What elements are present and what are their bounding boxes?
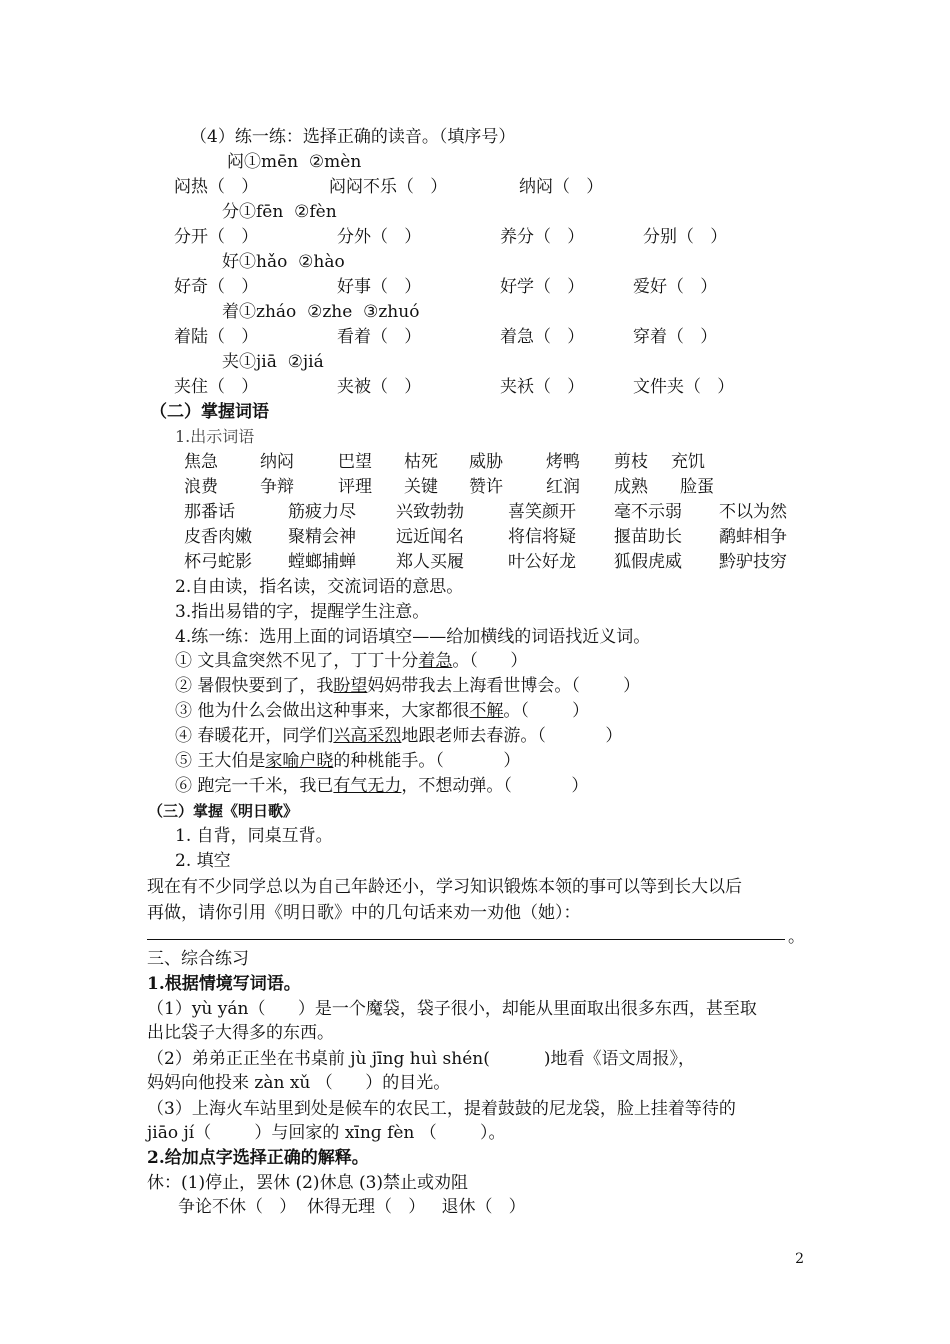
idiom: 黔驴技穷 bbox=[719, 552, 787, 572]
q4-row5-label: 夹①jiā ②jiá bbox=[222, 352, 324, 372]
word: 浪费 bbox=[184, 477, 218, 497]
answer-end-mark: 。 bbox=[788, 927, 805, 947]
section2-step4: 4.练一练：选用上面的词语填空——给加横线的词语找近义词。 bbox=[175, 627, 651, 647]
question2-definitions: 休：(1)停止，罢休 (2)休息 (3)禁止或劝阻 bbox=[147, 1173, 469, 1193]
q4-row1-label: 闷①mēn ②mèn bbox=[227, 152, 362, 172]
idiom: 兴致勃勃 bbox=[396, 502, 464, 522]
q4-row3-item: 好学（ ） bbox=[500, 277, 585, 297]
comprehensive-title: 三、综合练习 bbox=[147, 949, 249, 969]
word: 充饥 bbox=[671, 452, 705, 472]
idiom: 喜笑颜开 bbox=[508, 502, 576, 522]
word: 红润 bbox=[546, 477, 580, 497]
word: 赞许 bbox=[469, 477, 503, 497]
word: 烤鸭 bbox=[546, 452, 580, 472]
idiom: 鹬蚌相争 bbox=[719, 527, 787, 547]
word: 剪枝 bbox=[614, 452, 648, 472]
q4-row3-item: 爱好（ ） bbox=[633, 277, 718, 297]
section2-step2: 2.自由读，指名读，交流词语的意思。 bbox=[175, 577, 464, 597]
q4-row5-item: 夹袄（ ） bbox=[500, 377, 585, 397]
fill-item-5: ⑤ 王大伯是家喻户晓的种桃能手。（ ） bbox=[175, 751, 521, 771]
q4-row4-label: 着①zháo ②zhe ③zhuó bbox=[222, 302, 420, 322]
word: 脸蛋 bbox=[680, 477, 714, 497]
word: 评理 bbox=[338, 477, 372, 497]
idiom: 揠苗助长 bbox=[614, 527, 682, 547]
section3-step2: 2. 填空 bbox=[175, 851, 231, 871]
q4-row1-item: 闷热（ ） bbox=[174, 177, 259, 197]
word: 成熟 bbox=[614, 477, 648, 497]
idiom: 筋疲力尽 bbox=[288, 502, 356, 522]
q4-row2-item: 分别（ ） bbox=[643, 227, 728, 247]
q4-row2-label: 分①fēn ②fèn bbox=[222, 202, 337, 222]
question1-line: （1）yù yán（ ）是一个魔袋，袋子很小，却能从里面取出很多东西，甚至取 bbox=[147, 999, 757, 1019]
word: 纳闷 bbox=[260, 452, 294, 472]
word: 关键 bbox=[404, 477, 438, 497]
word: 焦急 bbox=[184, 452, 218, 472]
section3-paragraph: 现在有不少同学总以为自己年龄还小，学习知识锻炼本领的事可以等到长大以后 bbox=[147, 877, 742, 897]
question2-items: 争论不休（ ） 休得无理（ ） 退休（ ） bbox=[178, 1197, 526, 1217]
q4-row4-item: 看着（ ） bbox=[337, 327, 422, 347]
idiom: 聚精会神 bbox=[288, 527, 356, 547]
word: 威胁 bbox=[469, 452, 503, 472]
word: 枯死 bbox=[404, 452, 438, 472]
page-number: 2 bbox=[795, 1251, 804, 1267]
question1-line: 出比袋子大得多的东西。 bbox=[147, 1023, 334, 1043]
fill-item-2: ② 暑假快要到了，我盼望妈妈带我去上海看世博会。（ ） bbox=[175, 676, 641, 696]
section3-paragraph: 再做，请你引用《明日歌》中的几句话来劝一劝他（她）： bbox=[147, 903, 581, 923]
fill-item-4: ④ 春暖花开，同学们兴高采烈地跟老师去春游。（ ） bbox=[175, 726, 623, 746]
question1-line: （3）上海火车站里到处是候车的农民工，提着鼓鼓的尼龙袋，脸上挂着等待的 bbox=[147, 1099, 736, 1119]
q4-row5-item: 文件夹（ ） bbox=[633, 377, 735, 397]
q4-row3-item: 好奇（ ） bbox=[174, 277, 259, 297]
question2-title: 2.给加点字选择正确的解释。 bbox=[147, 1148, 369, 1168]
q4-title: （4）练一练：选择正确的读音。（填序号） bbox=[190, 127, 516, 147]
q4-row1-item: 闷闷不乐（ ） bbox=[329, 177, 448, 197]
idiom: 远近闻名 bbox=[396, 527, 464, 547]
q4-row4-item: 穿着（ ） bbox=[633, 327, 718, 347]
idiom: 杯弓蛇影 bbox=[184, 552, 252, 572]
section2-step1: 1.出示词语 bbox=[175, 427, 255, 446]
q4-row5-item: 夹被（ ） bbox=[337, 377, 422, 397]
idiom: 螳螂捕蝉 bbox=[288, 552, 356, 572]
section2-title: （二）掌握词语 bbox=[150, 402, 269, 422]
q4-row5-item: 夹住（ ） bbox=[174, 377, 259, 397]
idiom: 将信将疑 bbox=[508, 527, 576, 547]
idiom: 狐假虎威 bbox=[614, 552, 682, 572]
question1-line: jiāo jí（ ）与回家的 xīnɡ fèn （ ）。 bbox=[147, 1123, 506, 1143]
idiom: 叶公好龙 bbox=[508, 552, 576, 572]
word: 争辩 bbox=[260, 477, 294, 497]
q4-row2-item: 分开（ ） bbox=[174, 227, 259, 247]
q4-row1-item: 纳闷（ ） bbox=[519, 177, 604, 197]
section2-step3: 3.指出易错的字，提醒学生注意。 bbox=[175, 602, 430, 622]
q4-row4-item: 着陆（ ） bbox=[174, 327, 259, 347]
idiom: 郑人买履 bbox=[396, 552, 464, 572]
q4-row4-item: 着急（ ） bbox=[500, 327, 585, 347]
idiom: 毫不示弱 bbox=[614, 502, 682, 522]
fill-item-1: ① 文具盒突然不见了，丁丁十分着急。（ ） bbox=[175, 651, 528, 671]
question1-line: （2）弟弟正正坐在书桌前 jù jīng huì shén( )地看《语文周报》， bbox=[147, 1049, 696, 1069]
idiom: 不以为然 bbox=[719, 502, 787, 522]
answer-line bbox=[147, 939, 785, 940]
fill-item-6: ⑥ 跑完一千米，我已有气无力，不想动弹。（ ） bbox=[175, 776, 589, 796]
q4-row3-item: 好事（ ） bbox=[337, 277, 422, 297]
question1-line: 妈妈向他投来 zàn xǔ （ ）的目光。 bbox=[147, 1073, 451, 1093]
q4-row3-label: 好①hǎo ②hào bbox=[222, 252, 345, 272]
q4-row2-item: 分外（ ） bbox=[337, 227, 422, 247]
fill-item-3: ③ 他为什么会做出这种事来，大家都很不解。（ ） bbox=[175, 701, 590, 721]
word: 巴望 bbox=[338, 452, 372, 472]
q4-row2-item: 养分（ ） bbox=[500, 227, 585, 247]
section3-title: （三）掌握《明日歌》 bbox=[148, 802, 299, 820]
question1-title: 1.根据情境写词语。 bbox=[147, 974, 301, 994]
idiom: 那番话 bbox=[184, 502, 235, 522]
section3-step1: 1. 自背，同桌互背。 bbox=[175, 826, 333, 846]
idiom: 皮香肉嫩 bbox=[184, 527, 252, 547]
